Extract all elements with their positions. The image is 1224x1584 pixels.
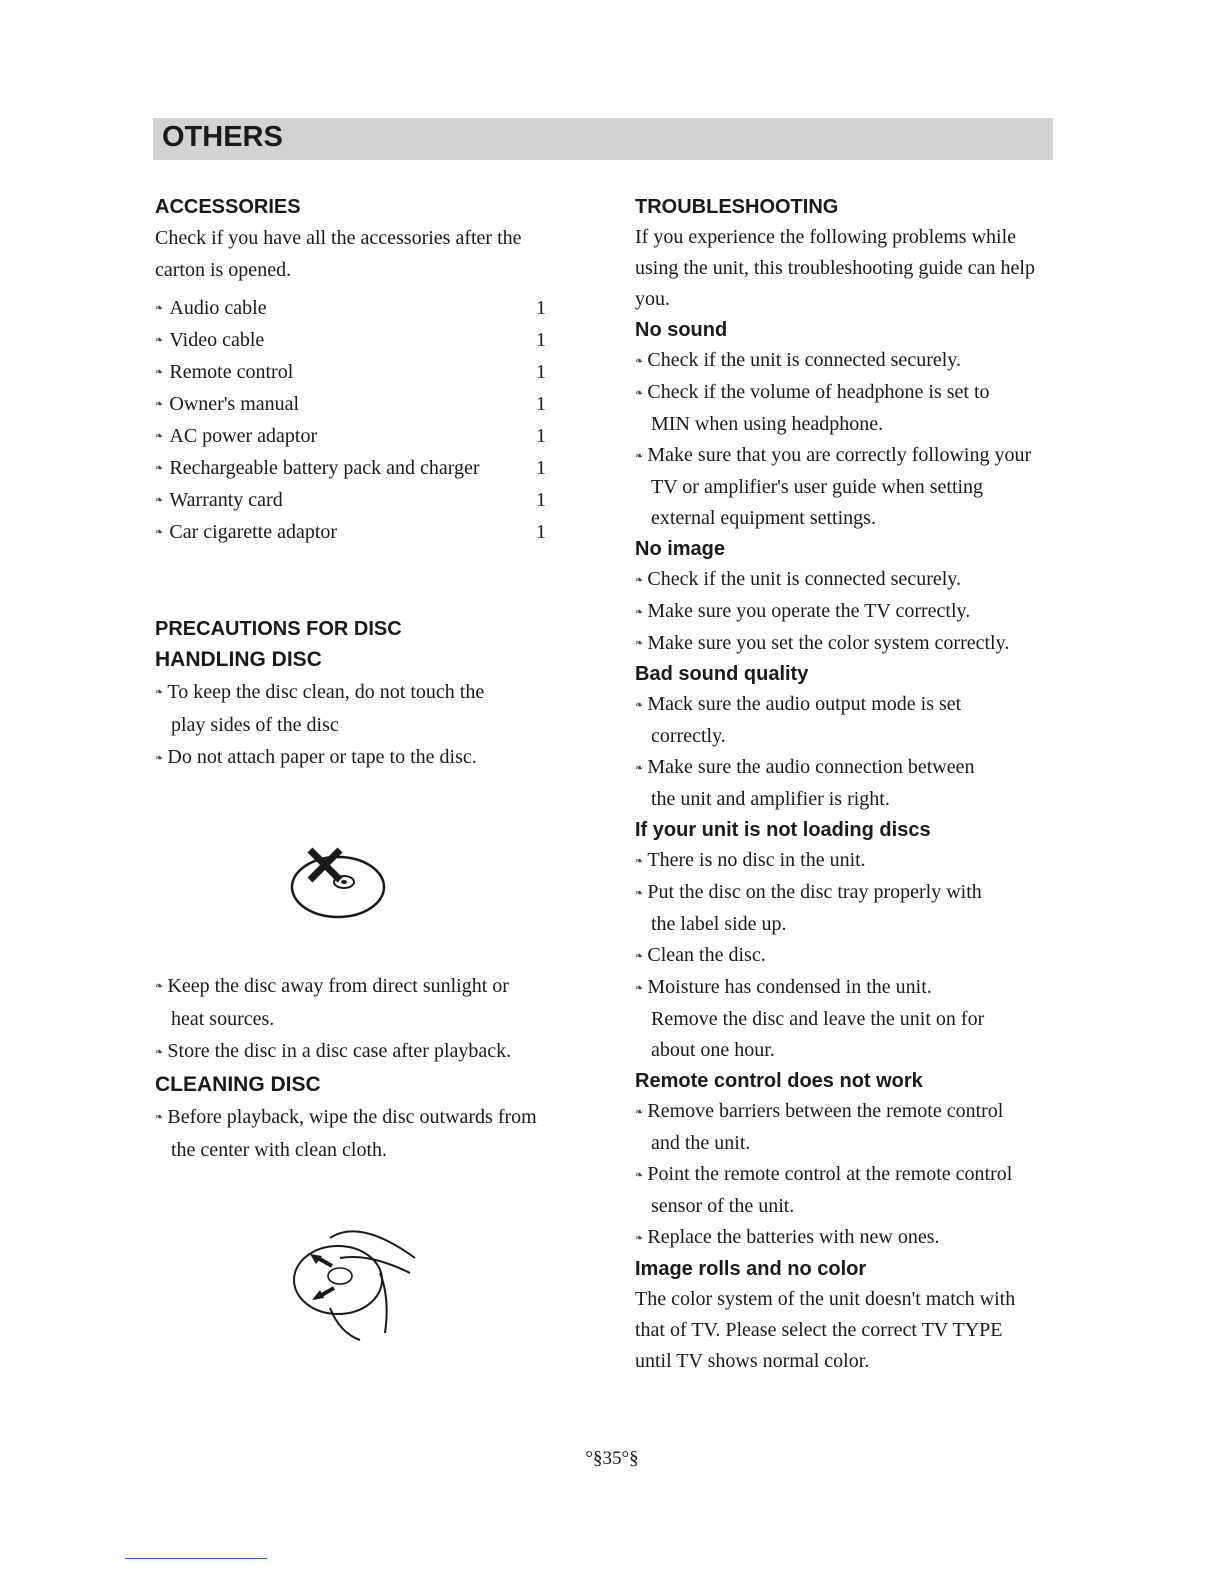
handling-line: play sides of the disc xyxy=(171,714,339,737)
bullet-icon: ❧ xyxy=(635,982,644,994)
page-title: OTHERS xyxy=(162,121,283,153)
bullet-icon: ❧ xyxy=(635,574,644,586)
troubleshooting-heading: TROUBLESHOOTING xyxy=(635,196,839,218)
not-loading-title: If your unit is not loading discs xyxy=(635,819,931,842)
bullet-icon: ❧ xyxy=(155,495,164,507)
no-image-line: ❧ Make sure you operate the TV correctly. xyxy=(635,599,971,622)
not-loading-line: ❧ Clean the disc. xyxy=(635,944,766,967)
accessories-intro-line: carton is opened. xyxy=(155,259,292,281)
handling-line: ❧ Store the disc in a disc case after playback. xyxy=(155,1040,512,1063)
remote-line: and the unit. xyxy=(651,1131,751,1154)
bullet-icon: ❧ xyxy=(155,527,164,539)
no-image-title: No image xyxy=(635,537,726,560)
bullet-icon: ❧ xyxy=(635,950,644,962)
image-rolls-line: that of TV. Please select the correct TV TYPE xyxy=(635,1318,1003,1341)
bullet-icon: ❧ xyxy=(635,450,644,462)
not-loading-line: the label side up. xyxy=(651,913,787,936)
bullet-icon: ❧ xyxy=(155,463,164,475)
bad-sound-line: ❧ Mack sure the audio output mode is set xyxy=(635,693,962,716)
bullet-icon: ❧ xyxy=(155,1046,164,1058)
accessory-qty: 1 xyxy=(536,393,546,415)
accessory-label: AC power adaptor xyxy=(169,425,318,447)
accessory-qty: 1 xyxy=(536,361,546,383)
accessory-label: Rechargeable battery pack and charger xyxy=(169,457,480,479)
handling-disc-title: HANDLING DISC xyxy=(155,648,322,671)
image-rolls-title: Image rolls and no color xyxy=(635,1257,867,1280)
accessories-list xyxy=(155,292,555,548)
bullet-icon: ❧ xyxy=(155,335,164,347)
not-loading-line: about one hour. xyxy=(651,1038,775,1061)
bad-sound-title: Bad sound quality xyxy=(635,663,809,686)
no-sound-line: ❧ Make sure that you are correctly following your xyxy=(635,443,1032,466)
list-item xyxy=(155,292,555,324)
accessory-qty: 1 xyxy=(536,329,546,351)
list-item xyxy=(155,324,555,356)
list-item xyxy=(155,484,555,516)
troubleshooting-intro-line: If you experience the following problems while xyxy=(635,226,1016,248)
not-loading-line: ❧ There is no disc in the unit. xyxy=(635,849,866,872)
no-sound-line: ❧ Check if the volume of headphone is set to xyxy=(635,380,990,403)
bullet-icon: ❧ xyxy=(155,399,164,411)
list-item xyxy=(155,516,555,548)
bullet-icon: ❧ xyxy=(635,763,644,775)
remote-line: ❧ Remove barriers between the remote control xyxy=(635,1099,1004,1122)
precautions-heading: PRECAUTIONS FOR DISC xyxy=(155,618,402,640)
accessory-label: Car cigarette adaptor xyxy=(169,521,338,543)
bullet-icon: ❧ xyxy=(635,700,644,712)
bullet-icon: ❧ xyxy=(635,1232,644,1244)
accessory-qty: 1 xyxy=(536,521,546,543)
bullet-icon: ❧ xyxy=(155,303,164,315)
cleaning-line: ❧ Before playback, wipe the disc outwards from xyxy=(155,1105,537,1128)
bullet-icon: ❧ xyxy=(635,856,644,868)
bullet-icon: ❧ xyxy=(635,387,644,399)
accessory-qty: 1 xyxy=(536,425,546,447)
troubleshooting-intro-line: you. xyxy=(635,288,670,310)
bullet-icon: ❧ xyxy=(155,752,164,764)
disc-no-touch-illustration xyxy=(282,840,392,925)
not-loading-line: ❧ Put the disc on the disc tray properly with xyxy=(635,881,982,904)
bullet-icon: ❧ xyxy=(155,1112,164,1124)
image-rolls-line: The color system of the unit doesn't match with xyxy=(635,1287,1016,1310)
accessories-heading: ACCESSORIES xyxy=(155,196,301,218)
accessory-label: Owner's manual xyxy=(169,393,300,415)
handling-line: ❧ To keep the disc clean, do not touch the xyxy=(155,681,485,703)
accessory-qty: 1 xyxy=(536,457,546,479)
no-image-line: ❧ Make sure you set the color system correctly. xyxy=(635,631,1010,654)
list-item xyxy=(155,356,555,388)
no-sound-line: external equipment settings. xyxy=(651,506,876,529)
bullet-icon: ❧ xyxy=(155,431,164,443)
remote-line: ❧ Replace the batteries with new ones. xyxy=(635,1225,940,1248)
footer-rule xyxy=(125,1558,267,1559)
no-sound-title: No sound xyxy=(635,319,728,341)
handling-line: heat sources. xyxy=(171,1008,275,1031)
troubleshooting-intro-line: using the unit, this troubleshooting guide can help xyxy=(635,257,1035,279)
list-item xyxy=(155,388,555,420)
left-column xyxy=(155,192,555,775)
not-loading-line: Remove the disc and leave the unit on for xyxy=(651,1007,985,1030)
no-sound-line: MIN when using headphone. xyxy=(651,412,884,435)
accessories-intro-line: Check if you have all the accessories after the xyxy=(155,227,522,249)
bullet-icon: ❧ xyxy=(635,638,644,650)
remote-line: ❧ Point the remote control at the remote control xyxy=(635,1162,1013,1185)
image-rolls-line: until TV shows normal color. xyxy=(635,1349,870,1372)
bullet-icon: ❧ xyxy=(635,1169,644,1181)
accessory-label: Remote control xyxy=(169,361,294,383)
remote-title: Remote control does not work xyxy=(635,1069,923,1092)
bad-sound-line: the unit and amplifier is right. xyxy=(651,788,890,811)
remote-line: sensor of the unit. xyxy=(651,1194,795,1217)
section-banner xyxy=(153,118,1053,160)
no-sound-line: TV or amplifier's user guide when setting xyxy=(651,475,984,498)
accessory-label: Video cable xyxy=(169,329,265,351)
page-number: °§35°§ xyxy=(585,1448,639,1469)
accessory-label: Warranty card xyxy=(169,489,283,511)
bullet-icon: ❧ xyxy=(155,687,164,699)
bullet-icon: ❧ xyxy=(155,367,164,379)
bullet-icon: ❧ xyxy=(635,355,644,367)
bad-sound-line: ❧ Make sure the audio connection between xyxy=(635,756,975,779)
cleaning-line: the center with clean cloth. xyxy=(171,1139,388,1162)
handling-line: ❧ Keep the disc away from direct sunlight or xyxy=(155,975,509,997)
accessory-qty: 1 xyxy=(536,297,546,319)
right-column xyxy=(635,192,1075,1377)
left-column-lower xyxy=(155,970,555,1166)
bullet-icon: ❧ xyxy=(635,606,644,618)
accessory-qty: 1 xyxy=(536,489,546,511)
cleaning-disc-title: CLEANING DISC xyxy=(155,1072,321,1096)
list-item xyxy=(155,452,555,484)
handling-line: ❧ Do not attach paper or tape to the disc. xyxy=(155,746,477,769)
no-image-line: ❧ Check if the unit is connected securely. xyxy=(635,567,961,590)
accessory-label: Audio cable xyxy=(169,297,267,319)
no-sound-line: ❧ Check if the unit is connected securely. xyxy=(635,349,961,371)
bullet-icon: ❧ xyxy=(635,888,644,900)
bullet-icon: ❧ xyxy=(635,1106,644,1118)
bullet-icon: ❧ xyxy=(155,981,164,993)
bad-sound-line: correctly. xyxy=(651,725,726,748)
not-loading-line: ❧ Moisture has condensed in the unit. xyxy=(635,975,932,998)
list-item xyxy=(155,420,555,452)
disc-cleaning-illustration xyxy=(290,1218,425,1348)
